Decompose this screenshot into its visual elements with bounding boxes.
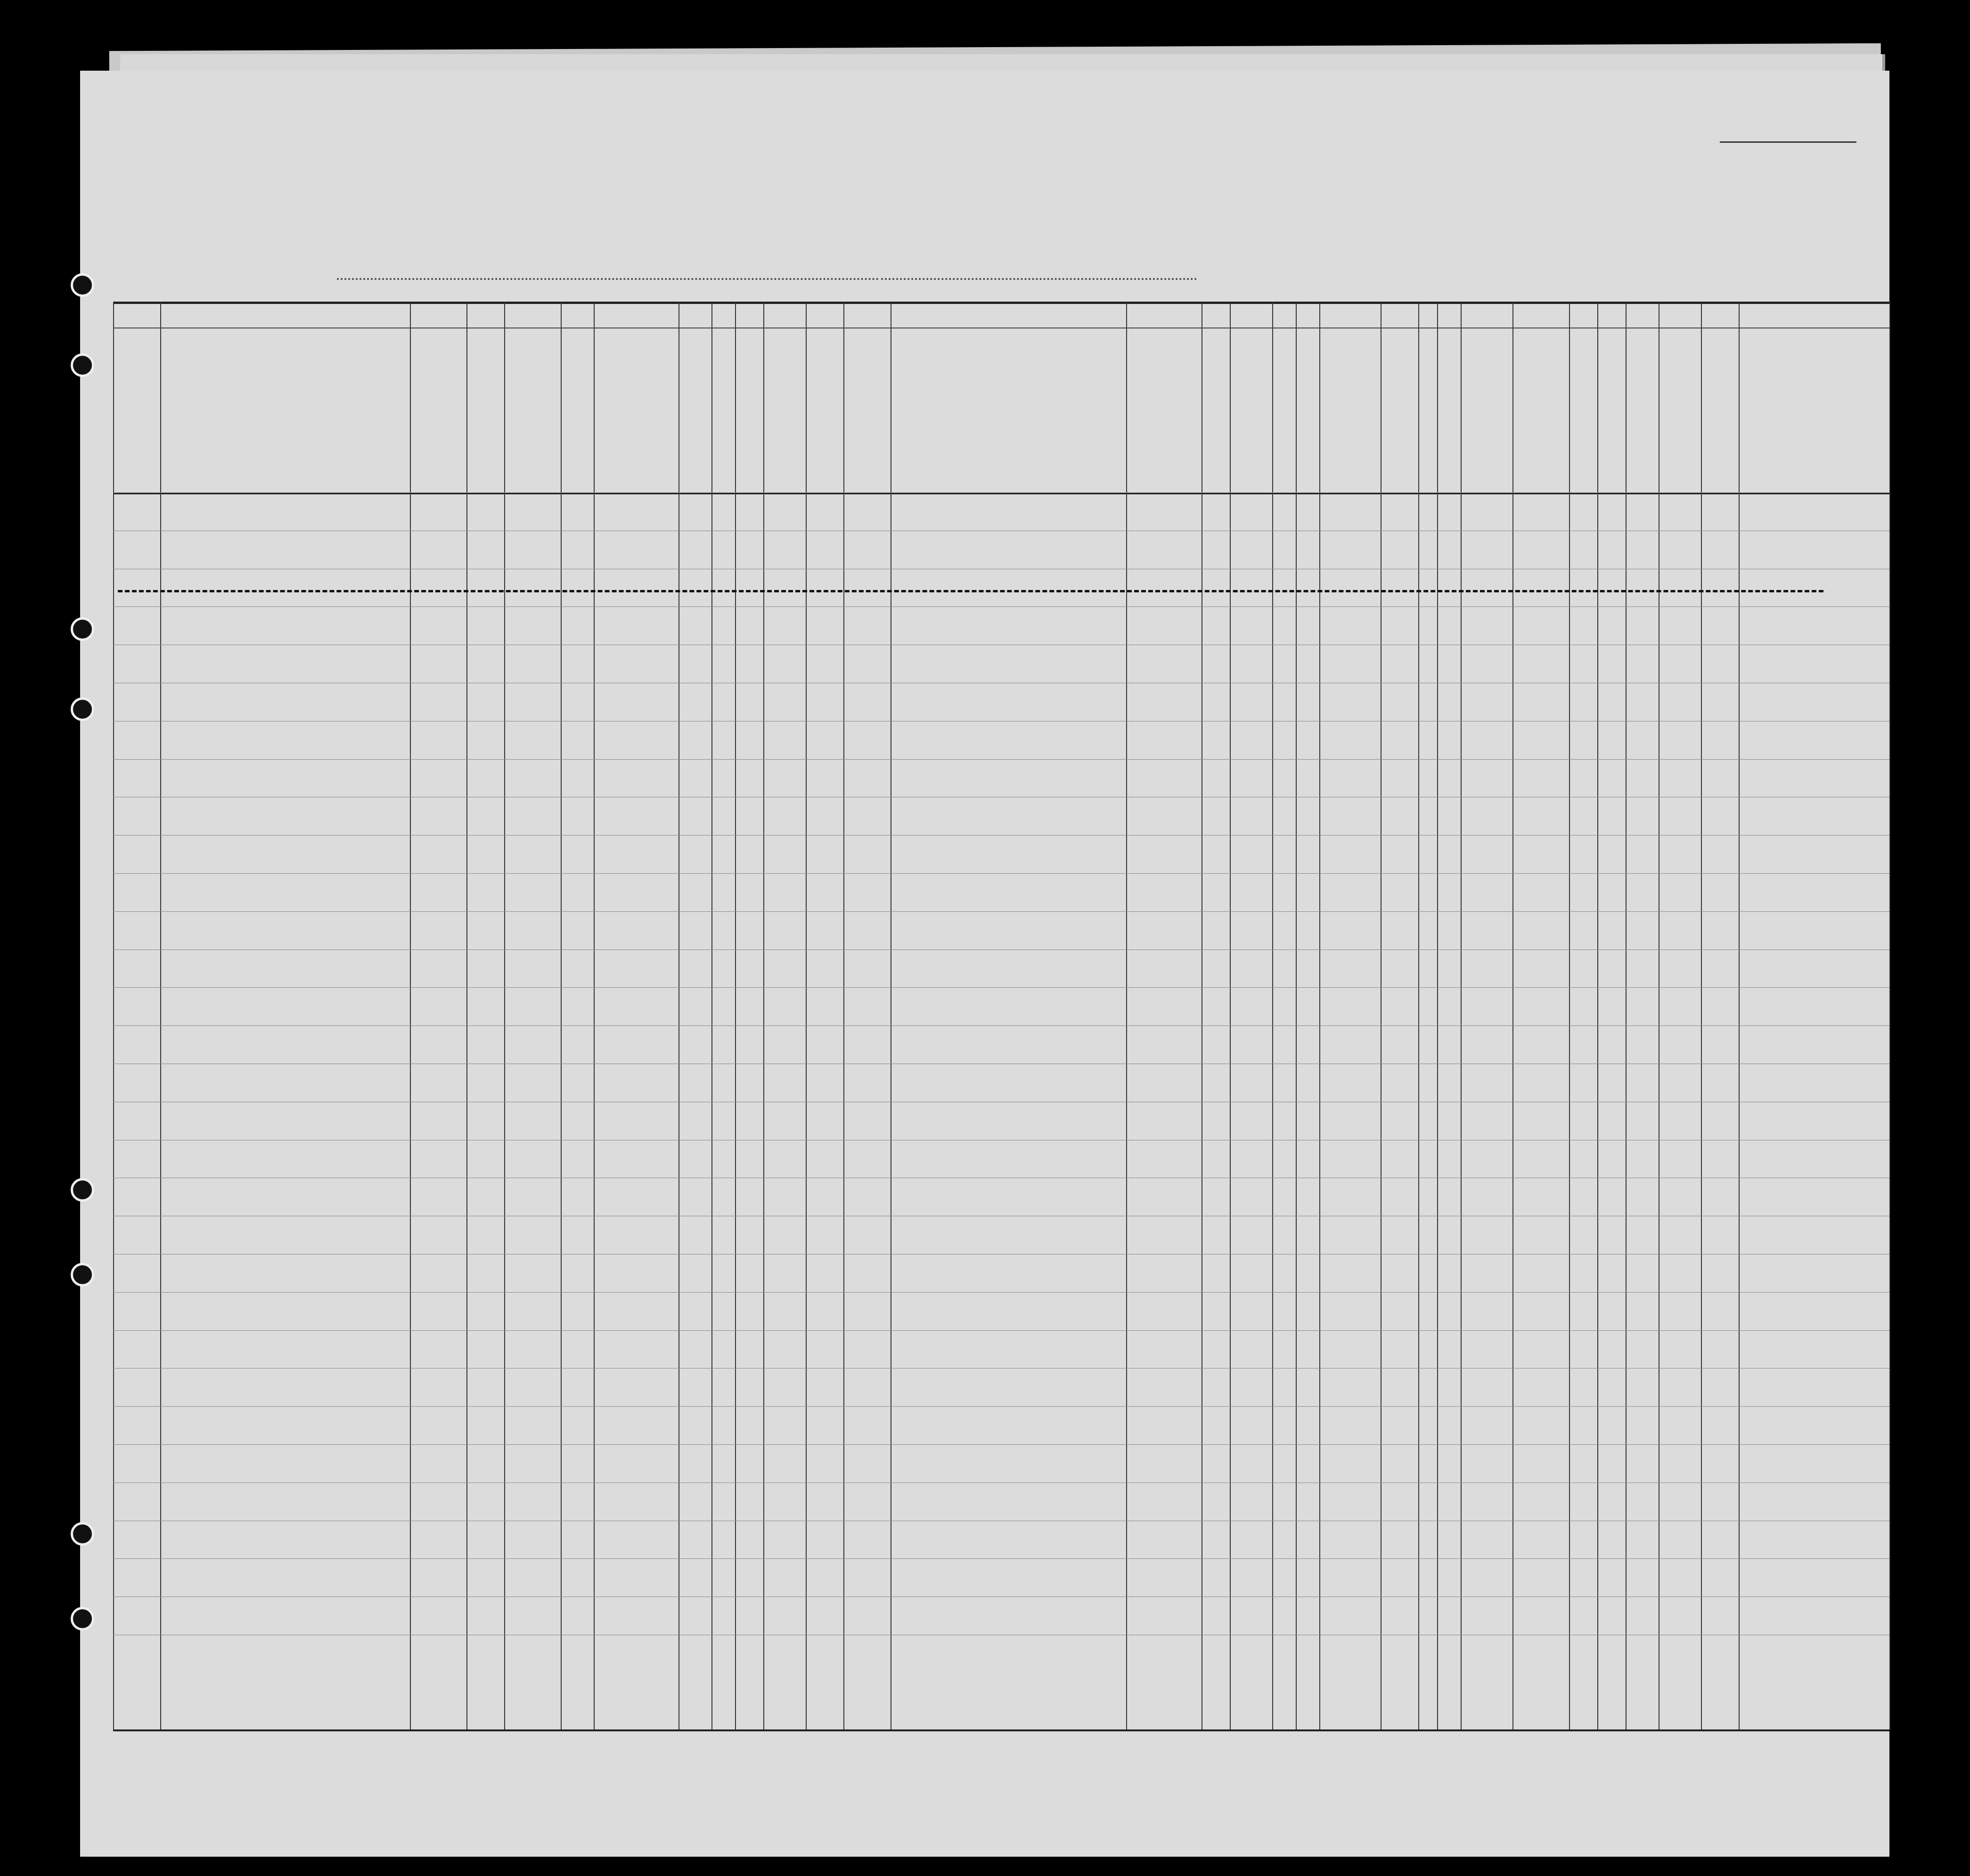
column-divider	[711, 302, 712, 1729]
column-divider	[561, 302, 562, 1729]
binder-hole	[71, 617, 94, 641]
column-divider	[1597, 302, 1598, 1729]
column-divider	[1126, 302, 1127, 1729]
column-divider	[1230, 302, 1231, 1729]
strike-through-line	[118, 590, 1823, 592]
column-divider	[735, 302, 736, 1729]
binder-hole	[71, 1522, 94, 1546]
binder-hole	[71, 1178, 94, 1202]
row-line	[113, 1406, 1889, 1407]
column-divider	[678, 302, 679, 1729]
row-line	[113, 1558, 1889, 1559]
row-line	[113, 1330, 1889, 1331]
column-divider	[1437, 302, 1438, 1729]
column-divider	[410, 302, 411, 1729]
column-divider	[504, 302, 505, 1729]
table-bottom	[113, 1729, 1889, 1731]
row-line	[113, 911, 1889, 912]
column-divider	[1512, 302, 1513, 1729]
date-line	[881, 278, 1197, 280]
column-divider	[1272, 302, 1273, 1729]
row-line	[113, 835, 1889, 836]
binder-hole	[71, 1263, 94, 1286]
port-line	[337, 278, 879, 280]
binder-hole	[71, 273, 94, 297]
column-divider	[160, 302, 161, 1729]
column-divider	[1418, 302, 1419, 1729]
row-line	[113, 606, 1889, 607]
row-line	[113, 759, 1889, 760]
row-line	[113, 492, 1889, 493]
binder-hole	[71, 697, 94, 721]
column-divider	[1889, 302, 1890, 1729]
row-line	[113, 987, 1889, 988]
binder-hole	[71, 1607, 94, 1630]
row-line	[113, 1025, 1889, 1026]
column-divider	[1296, 302, 1297, 1729]
column-divider	[1319, 302, 1320, 1729]
column-divider	[1701, 302, 1702, 1729]
column-divider	[806, 302, 807, 1729]
binder-hole	[71, 353, 94, 377]
column-divider	[113, 302, 114, 1729]
column-divider	[1461, 302, 1462, 1729]
column-divider	[1739, 302, 1740, 1729]
list-underline	[1720, 141, 1856, 143]
manifest-sheet	[80, 71, 1889, 1857]
column-divider	[466, 302, 467, 1729]
column-divider	[843, 302, 844, 1729]
column-divider	[1626, 302, 1627, 1729]
row-line	[113, 873, 1889, 874]
row-line	[113, 1444, 1889, 1445]
row-line	[113, 1292, 1889, 1293]
column-header	[113, 302, 1889, 494]
column-divider	[594, 302, 595, 1729]
column-divider	[763, 302, 764, 1729]
column-divider	[1569, 302, 1570, 1729]
